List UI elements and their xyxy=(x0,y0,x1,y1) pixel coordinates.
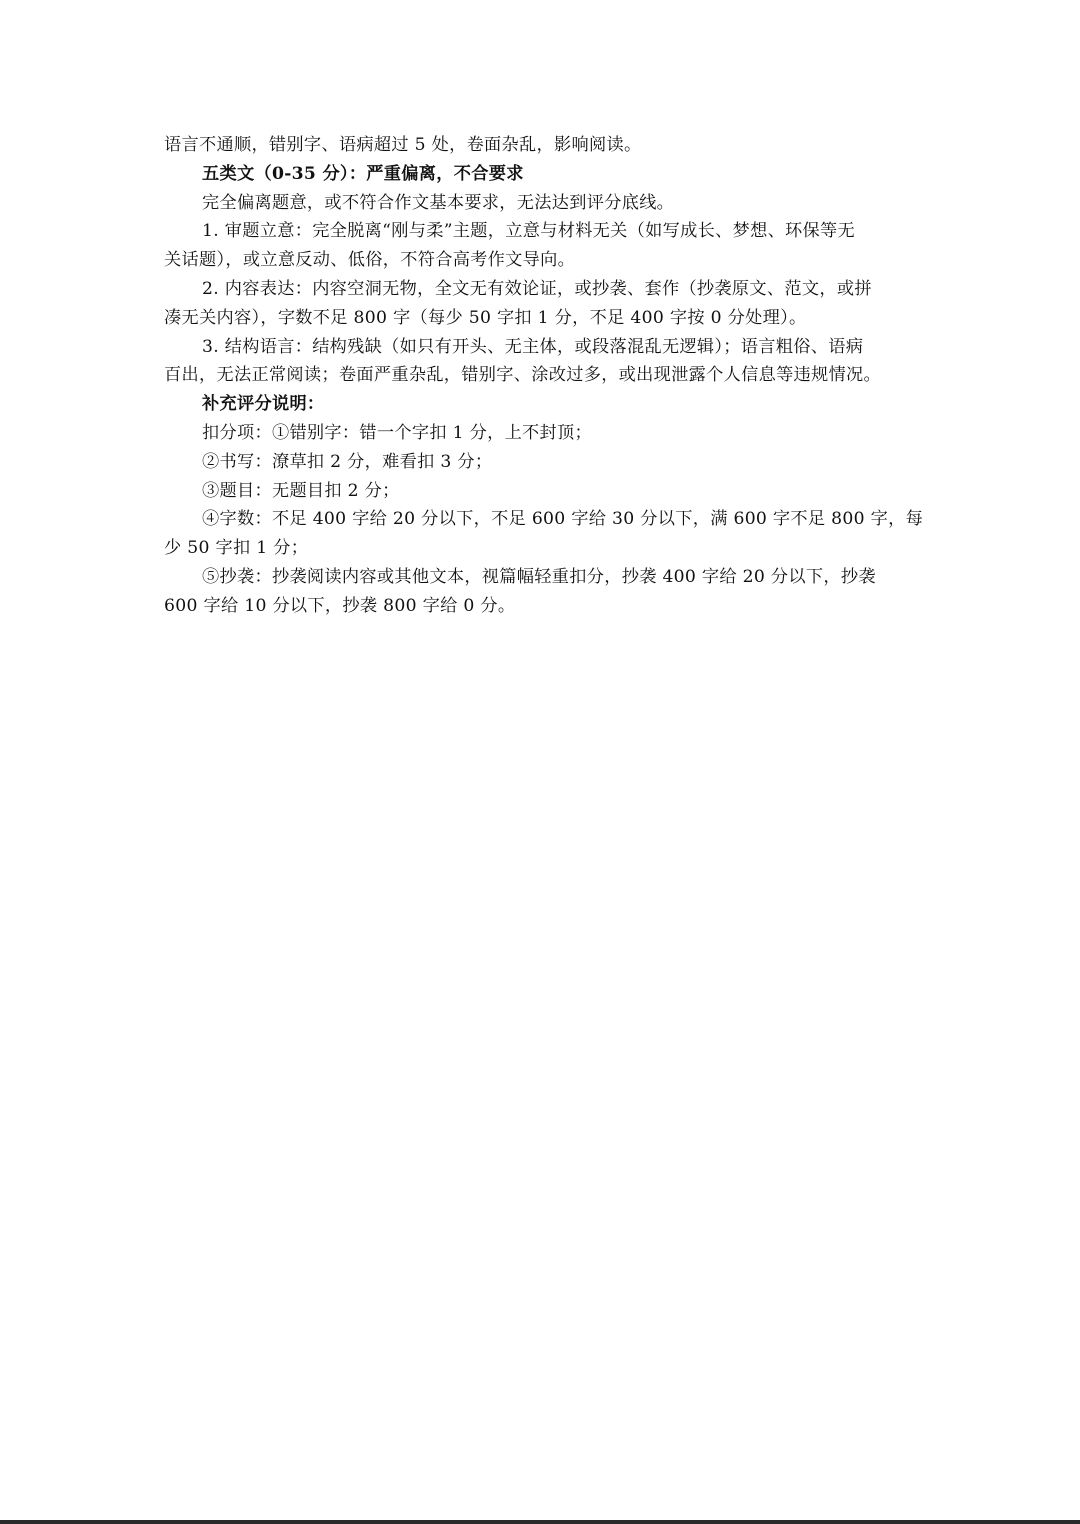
text-line: 语言不通顺，错别字、语病超过 5 处，卷面杂乱，影响阅读。 xyxy=(164,135,642,155)
text-line: 3. 结构语言：结构残缺（如只有开头、无主体，或段落混乱无逻辑）；语言粗俗、语病 xyxy=(202,336,864,357)
text-line: 2. 内容表达：内容空洞无物，全文无有效论证，或抄袭、套作（抄袭原文、范文，或拼 xyxy=(202,278,872,299)
text-line: 少 50 字扣 1 分； xyxy=(164,538,309,559)
text-line: ②书写：潦草扣 2 分，难看扣 3 分； xyxy=(202,451,493,472)
text-line: 百出，无法正常阅读；卷面严重杂乱，错别字、涂改过多，或出现泄露个人信息等违规情况。 xyxy=(164,365,881,386)
text-line: ⑤抄袭：抄袭阅读内容或其他文本，视篇幅轻重扣分，抄袭 400 字给 20 分以下，抄袭 xyxy=(202,566,876,587)
section-heading: 五类文（0-35 分）：严重偏离，不合要求 xyxy=(202,163,524,184)
text-line: 600 字给 10 分以下，抄袭 800 字给 0 分。 xyxy=(164,595,516,616)
document-body xyxy=(164,131,924,621)
text-line: 1. 审题立意：完全脱离“刚与柔”主题，立意与材料无关（如写成长、梦想、环保等无 xyxy=(202,221,856,242)
section-heading: 补充评分说明： xyxy=(202,394,325,415)
text-line: ④字数：不足 400 字给 20 分以下，不足 600 字给 30 分以下，满 600 字不足 800 字，每 xyxy=(202,509,924,530)
text-line: 扣分项：①错别字：错一个字扣 1 分，上不封顶； xyxy=(202,422,593,443)
text-line: 完全偏离题意，或不符合作文基本要求，无法达到评分底线。 xyxy=(202,192,675,213)
page-bottom-border xyxy=(0,1520,1080,1524)
text-line: ③题目：无题目扣 2 分； xyxy=(202,480,400,501)
text-line: 凑无关内容），字数不足 800 字（每少 50 字扣 1 分，不足 400 字按 0 分处理）。 xyxy=(164,307,807,328)
text-line: 关话题），或立意反动、低俗，不符合高考作文导向。 xyxy=(164,250,576,271)
